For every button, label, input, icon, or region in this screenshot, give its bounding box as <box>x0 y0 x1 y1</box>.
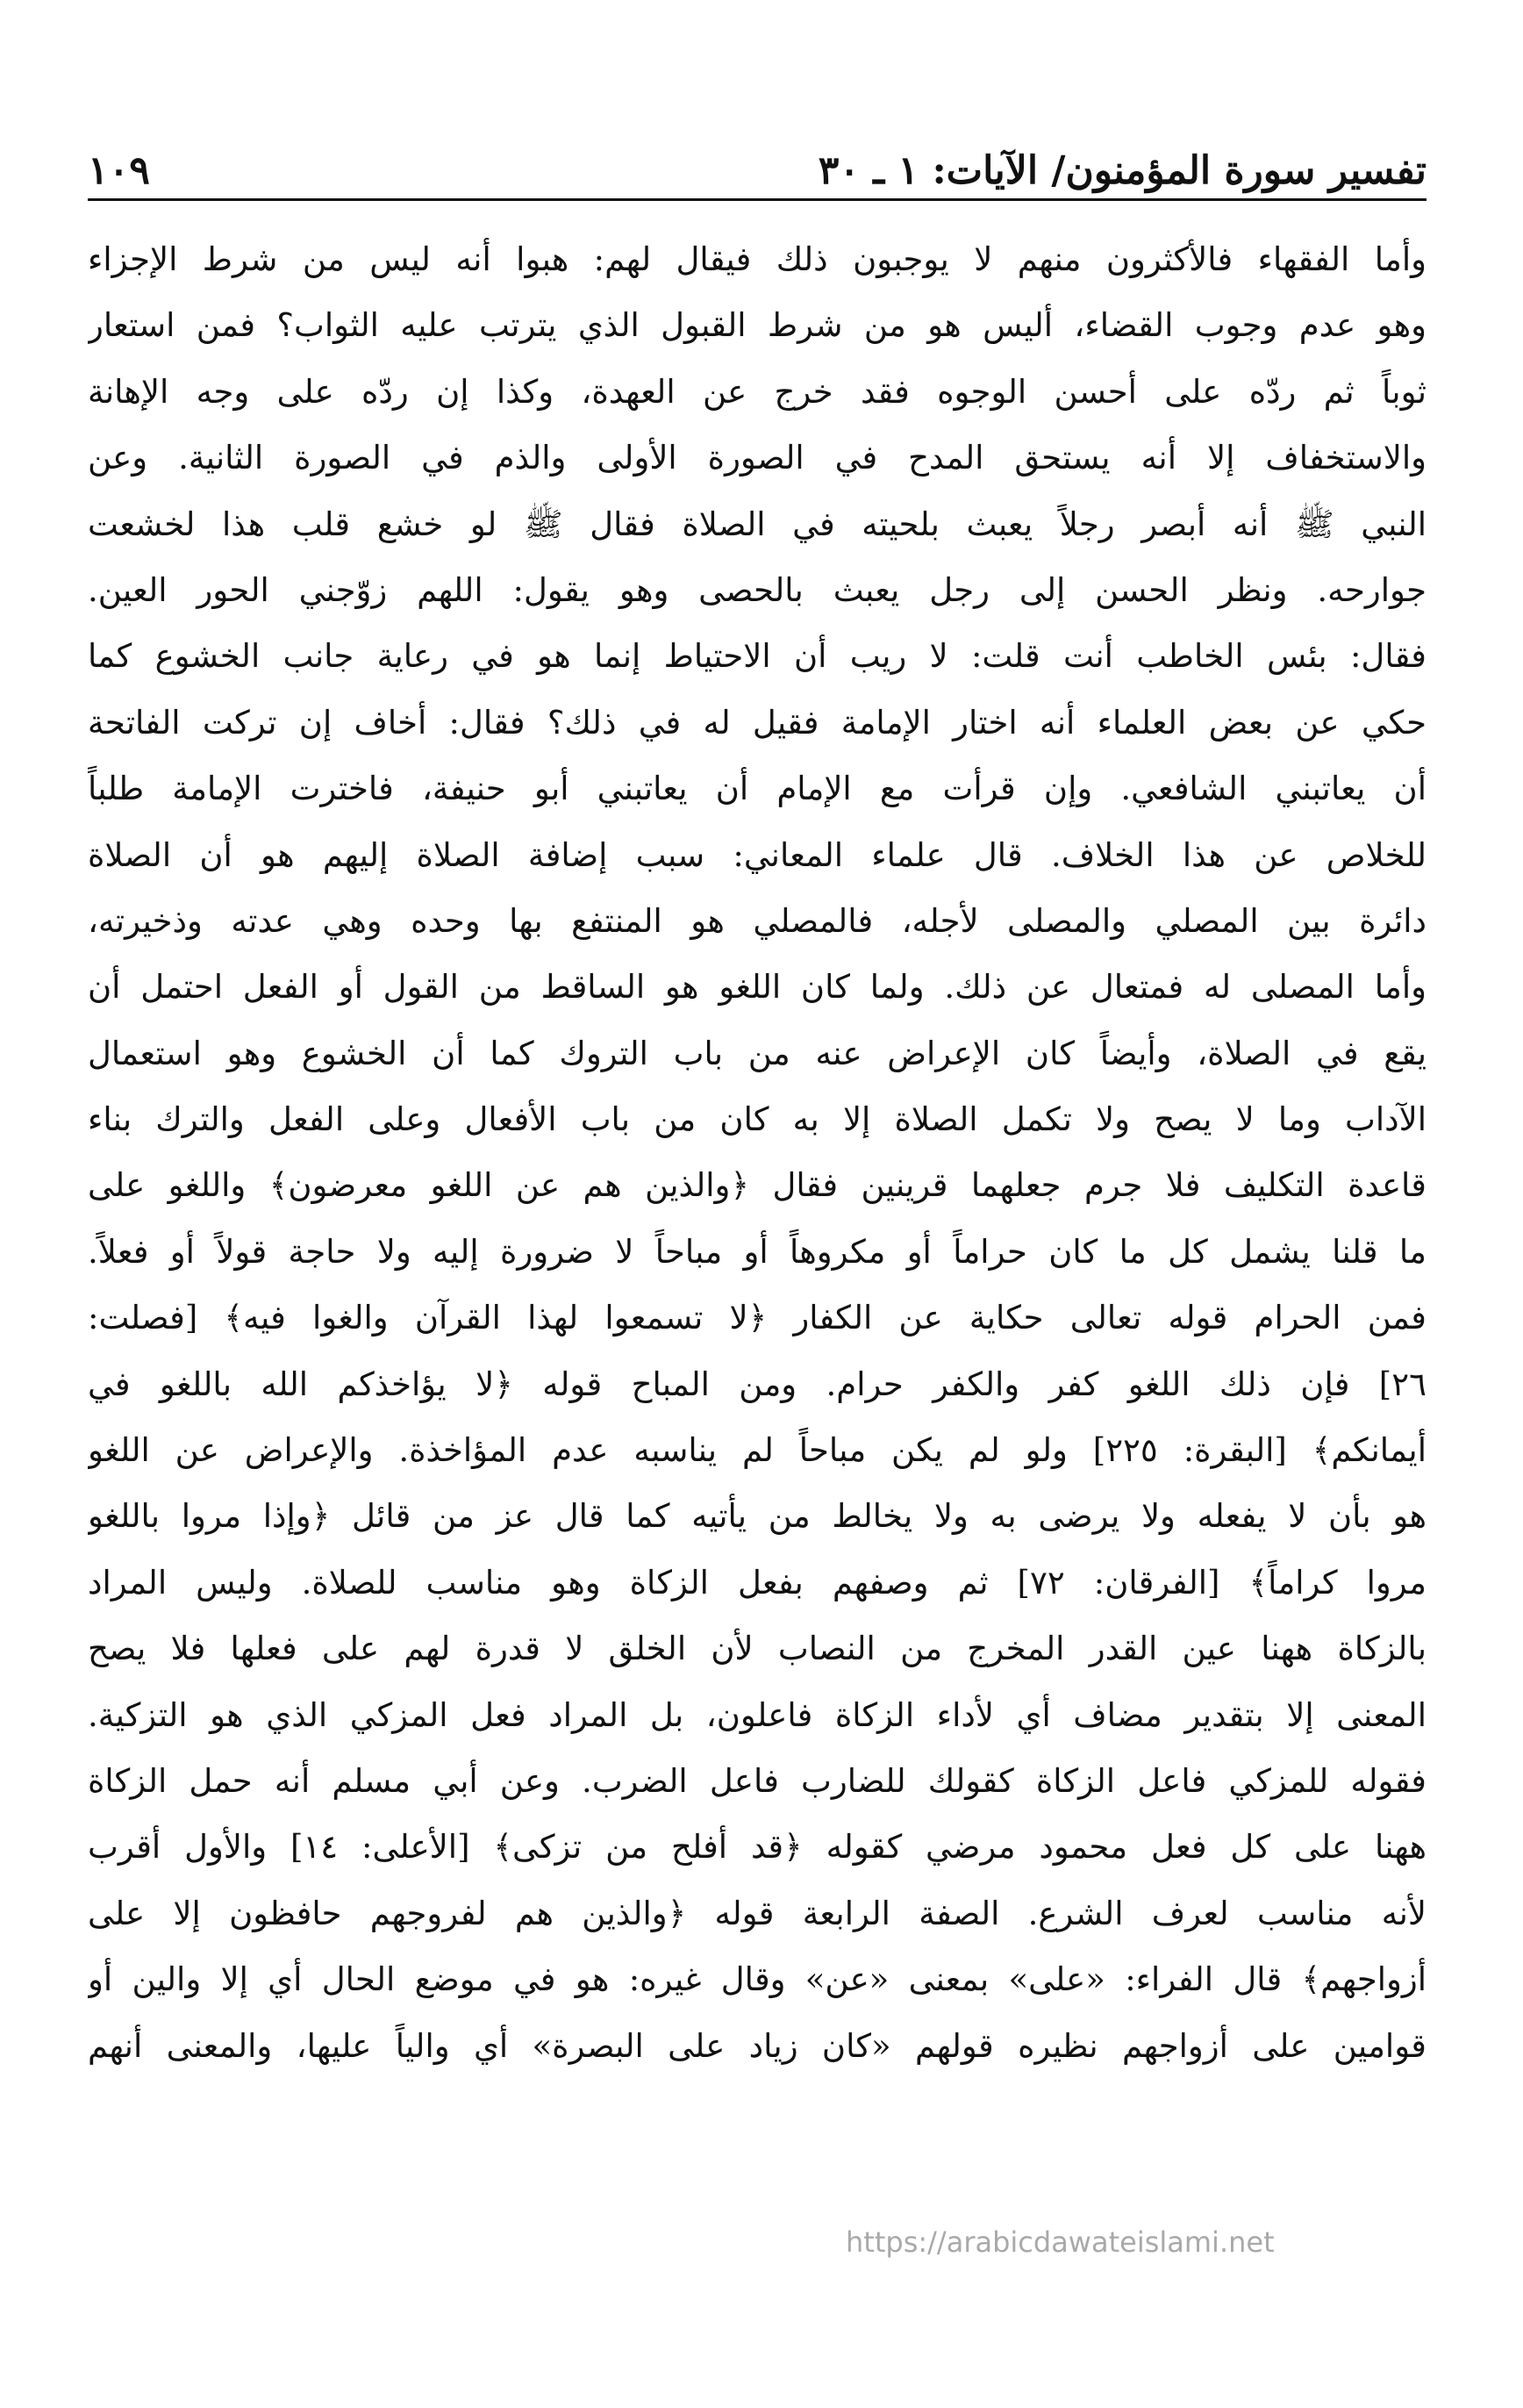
text-line: ما قلنا يشمل كل ما كان حراماً أو مكروهاً أو مباحاً لا ضرورة إليه ولا حاجة قولاً أو فعلاً. <box>88 1232 1426 1271</box>
text-line: دائرة بين المصلي والمصلى لأجله، فالمصلي هو المنتفع بها وحده وهي عدته وذخيرته، <box>88 901 1426 940</box>
text-line: ههنا على كل فعل محمود مرضي كقوله ﴿قد أفلح من تزكى﴾ [الأعلى: ١٤] والأول أقرب <box>88 1828 1426 1867</box>
text-line: أن يعاتبني الشافعي. وإن قرأت مع الإمام أن يعاتبني أبو حنيفة، فاخترت الإمامة طلباً <box>88 770 1426 808</box>
text-line: ثوباً ثم ردّه على أحسن الوجوه فقد خرج عن العهدة، وكذا إن ردّه على وجه الإهانة <box>88 372 1426 411</box>
body-text <box>88 226 1426 2079</box>
text-line: فمن الحرام قوله تعالى حكاية عن الكفار ﴿لا تسمعوا لهذا القرآن والغوا فيه﴾ [فصلت: <box>88 1299 1426 1337</box>
text-line: بالزكاة ههنا عين القدر المخرج من النصاب لأن الخلق لا قدرة لهم على فعلها فلا يصح <box>88 1630 1426 1668</box>
text-line: لأنه مناسب لعرف الشرع. الصفة الرابعة قوله ﴿والذين هم لفروجهم حافظون إلا على <box>88 1894 1426 1932</box>
text-line: مروا كراماً﴾ [الفرقان: ٧٢] ثم وصفهم بفعل الزكاة وهو مناسب للصلاة. وليس المراد <box>88 1563 1426 1602</box>
text-line: جوارحه. ونظر الحسن إلى رجل يعبث بالحصى وهو يقول: اللهم زوّجني الحور العين. <box>88 570 1426 609</box>
text-line: حكي عن بعض العلماء أنه اختار الإمامة فقيل له في ذلك؟ فقال: أخاف إن تركت الفاتحة <box>88 703 1426 742</box>
text-line: ٢٦] فإن ذلك اللغو كفر والكفر حرام. ومن المباح قوله ﴿لا يؤاخذكم الله باللغو في <box>88 1365 1426 1403</box>
text-line: المعنى إلا بتقدير مضاف أي لأداء الزكاة فاعلون، بل المراد فعل المزكي الذي هو التزكية. <box>88 1695 1426 1734</box>
text-line: وهو عدم وجوب القضاء، أليس هو من شرط القبول الذي يترتب عليه الثواب؟ فمن استعار <box>88 306 1426 345</box>
text-line: النبي ﷺ أنه أبصر رجلاً يعبث بلحيته في الصلاة فقال ﷺ لو خشع قلب هذا لخشعت <box>88 505 1426 543</box>
page-number: ١٠٩ <box>88 148 150 193</box>
text-line: يقع في الصلاة، وأيضاً كان الإعراض عنه من باب التروك كما أن الخشوع وهو استعمال <box>88 1034 1426 1072</box>
text-line: والاستخفاف إلا أنه يستحق المدح في الصورة الأولى والذم في الصورة الثانية. وعن <box>88 439 1426 477</box>
header-title: تفسير سورة المؤمنون/ الآيات: ١ ـ ٣٠ <box>818 148 1426 193</box>
text-line: أيمانكم﴾ [البقرة: ٢٢٥] ولو لم يكن مباحاً لم يناسبه عدم المؤاخذة. والإعراض عن اللغو <box>88 1431 1426 1470</box>
text-line: للخلاص عن هذا الخلاف. قال علماء المعاني: سبب إضافة الصلاة إليهم هو أن الصلاة <box>88 835 1426 874</box>
text-line: أزواجهم﴾ قال الفراء: «على» بمعنى «عن» وقال غيره: هو في موضع الحال أي إلا والين أو <box>88 1960 1426 1999</box>
watermark-url: https://arabicdawateislami.net <box>846 2225 1275 2259</box>
text-line: قوامين على أزواجهم نظيره قولهم «كان زياد على البصرة» أي والياً عليها، والمعنى أنهم <box>88 2026 1426 2065</box>
text-line: فقوله للمزكي فاعل الزكاة كقولك للضارب فاعل الضرب. وعن أبي مسلم أنه حمل الزكاة <box>88 1761 1426 1800</box>
running-header <box>88 123 1426 193</box>
text-line: الآداب وما لا يصح ولا تكمل الصلاة إلا به كان من باب الأفعال وعلى الفعل والترك بناء <box>88 1100 1426 1139</box>
text-line: فقال: بئس الخاطب أنت قلت: لا ريب أن الاحتياط إنما هو في رعاية جانب الخشوع كما <box>88 637 1426 676</box>
text-line: وأما المصلى له فمتعال عن ذلك. ولما كان اللغو هو الساقط من القول أو الفعل احتمل أن <box>88 968 1426 1007</box>
text-line: وأما الفقهاء فالأكثرون منهم لا يوجبون ذلك فيقال لهم: هبوا أنه ليس من شرط الإجزاء <box>88 240 1426 278</box>
text-line: قاعدة التكليف فلا جرم جعلهما قرينين فقال ﴿والذين هم عن اللغو معرضون﴾ واللغو على <box>88 1166 1426 1205</box>
text-line: هو بأن لا يفعله ولا يرضى به ولا يخالط من يأتيه كما قال عز من قائل ﴿وإذا مروا باللغو <box>88 1497 1426 1536</box>
header-divider <box>88 198 1426 201</box>
